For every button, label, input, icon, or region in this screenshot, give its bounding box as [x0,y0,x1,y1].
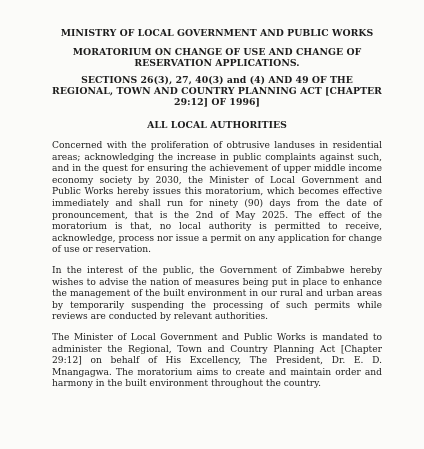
paragraph-mandate: The Minister of Local Government and Public Works is mandated to administer the Regional, Town and Country Planning Act [Chapter 29:12] on behalf of His Excellency, The President, Dr. E. D. Mnangagwa. The moratorium aims to create and maintain order and harmony in the built environment throughout the country. [52,332,382,390]
paragraph-concerned: Concerned with the proliferation of obtrusive landuses in residential areas; acknowledging the increase in public complaints against such, and in the quest for ensuring the achievement of upper middle income economy society by 2030, the Minister of Local Government and Public Works hereby issues this moratorium, which becomes effective immediately and shall run for ninety (90) days from the date of pronouncement, that is the 2nd of May 2025. The effect of the moratorium is that, no local authority is permitted to receive, acknowledge, process nor issue a permit on any application for change of use or reservation. [52,141,382,256]
paragraph-public-interest: In the interest of the public, the Government of Zimbabwe hereby wishes to advise the nation of measures being put in place to enhance the management of the built environment in our rural and urban areas by temporarily suspending the processing of such permits while reviews are conducted by relevant authorities. [52,265,382,323]
addressee-heading: ALL LOCAL AUTHORITIES [147,120,287,131]
moratorium-title: MORATORIUM ON CHANGE OF USE AND CHANGE OF RESERVATION APPLICATIONS. [72,47,362,69]
ministry-heading: MINISTRY OF LOCAL GOVERNMENT AND PUBLIC WORKS [60,28,374,39]
sections-heading: SECTIONS 26(3), 27, 40(3) and (4) AND 49 OF THE REGIONAL, TOWN AND COUNTRY PLANNING ACT [CHAPTER 29:12] OF 1996] [52,75,382,108]
